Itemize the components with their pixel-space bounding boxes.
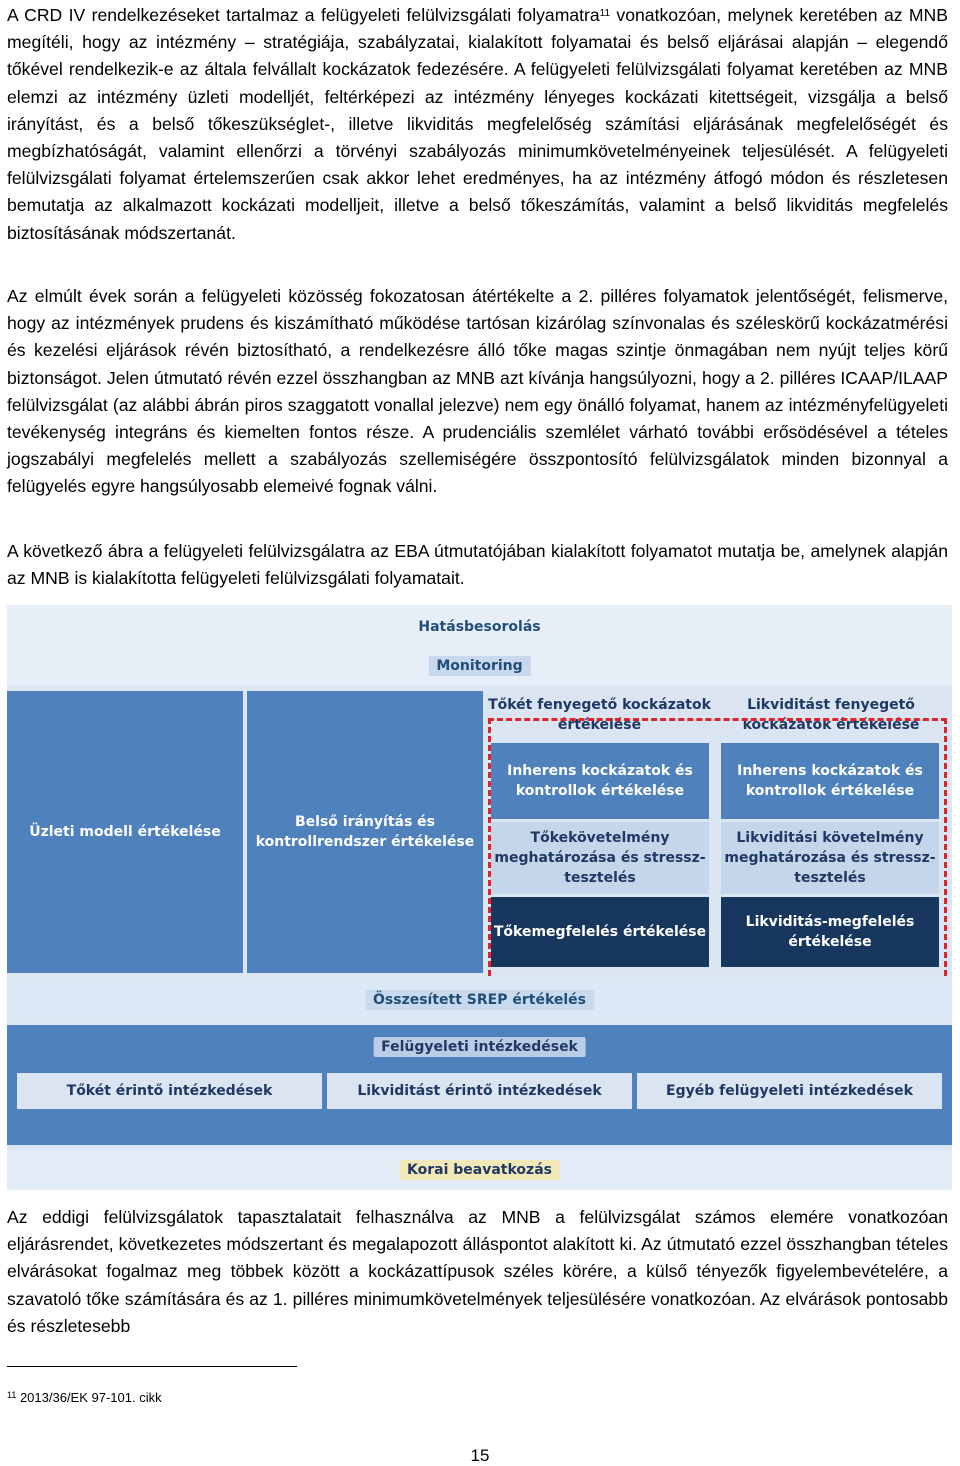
early-intervention-label: Korai beavatkozás — [399, 1160, 560, 1180]
srep-label: Összesített SREP értékelés — [365, 990, 594, 1010]
paragraph-3: A következő ábra a felügyeleti felülvizsgálatra az EBA útmutatójában kialakított folyamatot mutatja be, amelynek alapján az MNB is kialakította felügyeleti felülvizsgálati folyamatait. — [7, 541, 948, 589]
early-intervention-bar — [7, 1150, 952, 1190]
measures-title: Felügyeleti intézkedések — [373, 1037, 586, 1057]
footnote-text: 2013/36/EK 97-101. cikk — [16, 1390, 162, 1405]
uzleti-modell-block: Üzleti modell értékelése — [7, 691, 243, 973]
icaap-ilaap-dashed-frame — [488, 718, 947, 1003]
paragraph-2: Az elmúlt évek során a felügyeleti közösség fokozatosan átértékelte a 2. pilléres folyamatok jelentőségét, felismerve, hogy az intézmények prudens és kiszámítható működése tartósan kizárólag színvonalas és széleskörű kockázatmérési és kezelési eljárások révén biztosítható, a rendelkezésre álló tőke magas szintje önmagában nem nyújt teljes körű biztonságot. Jelen útmutató révén ezzel összhangban az MNB azt kívánja hangsúlyozni, hogy a 2. pilléres ICAAP/ILAAP felülvizsgálat (az alábbi ábrán piros szaggatott vonallal jelezve) nem egy önálló folyamat, hanem az intézményfelügyeleti tevékenység integráns és kiemelten fontos része. A prudenciális szemlélet várható további erősödésével a tételes jogszabályi megfelelés mellett a szabályozás szellemiségére összpontosító felülvizsgálatok minden bizonnyal a felügyelés egyre hangsúlyosabb elemeivé fognak válni. — [7, 286, 948, 497]
paragraph-4: Az eddigi felülvizsgálatok tapasztalatait felhasználva az MNB a felülvizsgálat számos elemére vonatkozóan eljárásrendet, következetes módszertant és megalapozott álláspontot alakított ki. Az útmutató ezzel összhangban tételes elvárásokat fogalmaz meg többek között a kockázattípusok széles körére, a külső tényezők figyelembevételére, a szavatoló tőke számítására és az 1. pilléres minimumkövetelmények teljesülésére vonatkozóan. Az elvárások pontosabb és részletesebb — [7, 1207, 948, 1336]
footnote-separator — [7, 1366, 297, 1367]
liquidity-inherent-block: Inherens kockázatok és kontrollok értékelése — [721, 743, 939, 819]
monitoring-label: Monitoring — [428, 656, 530, 676]
page-number: 15 — [470, 1446, 490, 1465]
footnote-reference[interactable]: 11 — [599, 8, 611, 19]
measures-panel — [7, 1025, 952, 1145]
capital-measures-block: Tőkét érintő intézkedések — [17, 1073, 322, 1109]
top-bars — [7, 605, 952, 685]
paragraph-1-start: A CRD IV rendelkezéseket tartalmaz a felügyeleti felülvizsgálati folyamatra — [7, 5, 600, 25]
belso-iranyitas-block: Belső irányítás és kontrollrendszer értékelése — [247, 691, 483, 973]
capital-adequacy-block: Tőkemegfelelés értékelése — [491, 897, 709, 967]
liquidity-measures-block: Likviditást érintő intézkedések — [327, 1073, 632, 1109]
footnote — [7, 1390, 162, 1405]
footnote-number: 11 — [7, 1390, 17, 1400]
capital-risk-header: Tőkét fenyegető kockázatok értékelése — [487, 693, 712, 737]
paragraph-1 — [7, 2, 948, 247]
capital-inherent-block: Inherens kockázatok és kontrollok értékelése — [491, 743, 709, 819]
other-measures-block: Egyéb felügyeleti intézkedések — [637, 1073, 942, 1109]
hatasbesorolas-label: Hatásbesorolás — [418, 619, 541, 635]
srep-bar — [7, 979, 952, 1019]
srep-process-diagram — [7, 605, 952, 1190]
paragraph-1-rest: vonatkozóan, melynek keretében az MNB megítéli, hogy az intézmény – stratégiája, szabályzatai, kialakított folyamatai és belső eljárásai alapján – elegendő tőkével rendelkezik-e az általa felvállalt kockázatok fedezésére. A felügyeleti felülvizsgálati folyamat keretében az MNB elemzi az intézmény üzleti modelljét, feltérképezi az intézmény lényeges kockázati kitettségeit, vizsgálja a belső irányítást, és a belső tőkeszükséglet-, illetve likviditás megfelelőség számítási eljárásának megfelelőségét és megbízhatóságát, valamint ellenőrzi a törvényi szabályozás minimumkövetelményeinek teljesülését. A felügyeleti felülvizsgálati folyamat értelemszerűen csak akkor lehet eredményes, ha az intézmény átfogó módon és részletesen bemutatja az alkalmazott kockázati modelljeit, illetve a belső tőkeszámítás, valamint a belső likviditás megfelelés biztosításának módszertanát. — [7, 5, 948, 243]
liquidity-requirement-block: Likviditási követelmény meghatározása és stressz-tesztelés — [721, 822, 939, 894]
liquidity-risk-header: Likviditást fenyegető kockázatok értékelése — [716, 693, 946, 737]
capital-requirement-block: Tőkekövetelmény meghatározása és stressz-tesztelés — [491, 822, 709, 894]
liquidity-adequacy-block: Likviditás-megfelelés értékelése — [721, 897, 939, 967]
